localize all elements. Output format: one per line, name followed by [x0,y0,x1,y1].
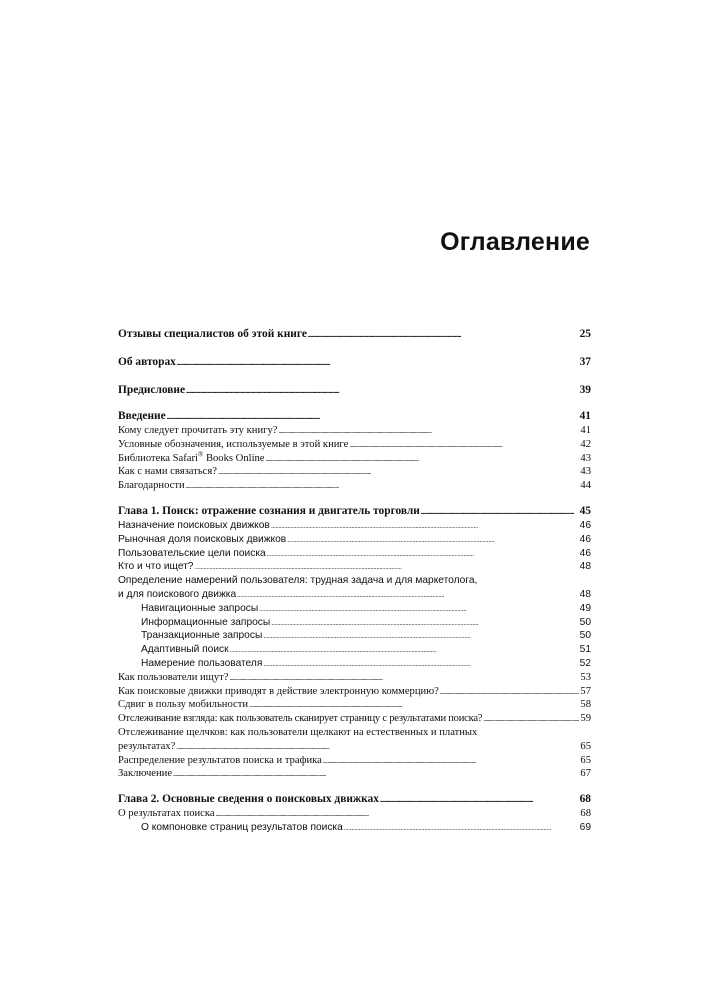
leader-dots [278,424,579,439]
leader-dots [216,807,580,822]
toc-entry-text: Адаптивный поиск [141,644,229,656]
leader-dots [271,616,578,631]
leader-dots [287,533,578,548]
toc-page-number: 65 [580,740,591,752]
leader-dots [349,438,579,453]
toc-entry[interactable] [118,671,591,685]
leader-dots [230,643,579,658]
toc-page-number: 53 [580,671,591,683]
toc-entry-text: Глава 2. Основные сведения о поисковых движках [118,793,379,806]
toc-page-number: 69 [579,821,591,833]
toc-entry-text: Как поисковые движки приводят в действие электронную коммерцию? [118,685,439,697]
toc-page-number: 51 [579,644,591,656]
toc-page-number: 65 [580,754,591,766]
toc-entry[interactable] [118,685,591,699]
toc-entry-text: Благодарности [118,480,185,492]
toc-page-number: 68 [579,793,591,806]
toc-page-number: 45 [579,504,591,517]
leader-dots [271,519,579,534]
toc-entry[interactable] [118,438,591,452]
toc-page-number: 43 [580,452,591,464]
toc-page-number: 50 [579,616,591,628]
toc-entry-authors[interactable] [118,355,591,370]
toc-page-number: 50 [579,630,591,642]
toc-entry-text: Кому следует прочитать эту книгу? [118,425,278,436]
toc-entry-text: Как с нами связаться? [118,466,217,478]
toc-entry-text: Глава 1. Поиск: отражение сознания и двигатель торговли [118,504,420,517]
toc-entry-text: Условные обозначения, используемые в этой книге [118,438,349,450]
toc-entry-text: О компоновке страниц результатов поиска [141,821,343,833]
toc-entry-text: Как пользователи ищут? [118,671,229,683]
toc-entry-reviews[interactable] [118,327,591,342]
leader-dots [229,671,579,686]
toc-subentry[interactable] [118,657,591,671]
toc-page-number: 44 [580,480,591,492]
toc-entry-text: результатах? [118,740,176,752]
toc-page-number: 42 [580,438,591,450]
toc-page-number: 46 [579,533,591,545]
toc-subentry[interactable] [118,602,591,616]
toc-entry-text: Назначение поисковых движков [118,519,270,531]
toc-page-number: 48 [579,588,591,600]
leader-dots [323,754,580,769]
toc-entry-text: Заключение [118,768,173,780]
leader-dots [483,712,579,727]
toc-entry-intro[interactable] [118,409,591,424]
toc-subentry[interactable] [118,643,591,657]
toc-entry-text: Введение [118,410,166,422]
leader-dots [249,698,579,713]
toc-entry-text: Отслеживание взгляда: как пользователь сканирует страницу с результатами поиска? [118,713,483,725]
toc-entry-text: Транзакционные запросы [141,630,263,642]
toc-entry-chapter1[interactable] [118,504,591,519]
toc-entry-text: Распределение результатов поиска и трафика [118,754,322,766]
toc-entry[interactable] [118,424,591,438]
leader-dots [186,479,580,494]
toc-entry-text: Сдвиг в пользу мобильности [118,699,249,711]
toc-page-number: 52 [579,657,591,669]
toc-page-number: 48 [579,561,591,573]
toc-entry[interactable] [118,767,591,781]
toc-subentry[interactable] [118,616,591,630]
toc-entry-text: О результатах поиска [118,808,215,820]
toc-entry-text: Предисловие [118,384,186,396]
toc-page-number: 59 [580,713,591,725]
toc-entry[interactable] [118,740,591,754]
toc-entry[interactable] [118,533,591,547]
toc-entry[interactable] [118,807,591,821]
table-of-contents [118,327,591,835]
leader-dots [194,560,578,575]
toc-entry-text: Информационные запросы [141,616,271,628]
toc-entry[interactable] [118,754,591,768]
toc-page-number: 41 [579,410,591,422]
toc-subentry[interactable] [118,629,591,643]
toc-page-number: 67 [580,768,591,780]
toc-entry-text: Рыночная доля поисковых движков [118,533,287,545]
toc-page-number: 39 [579,384,591,396]
page-title: Оглавление [440,228,590,256]
toc-entry-text-line[interactable]: Отслеживание щелчков: как пользователи щелкают на естественных и платных [118,726,478,738]
toc-entry-text: и для поискового движка [118,588,237,600]
toc-page-number: 25 [579,328,591,340]
leader-dots [263,657,578,672]
leader-dots [177,355,579,371]
toc-page-number: 37 [579,356,591,368]
leader-dots [380,792,579,808]
leader-dots [176,740,579,755]
toc-entry-chapter2[interactable] [118,792,591,807]
leader-dots [267,547,579,562]
leader-dots [266,452,580,467]
toc-page-number: 46 [579,519,591,531]
toc-page-number: 46 [579,547,591,559]
leader-dots [237,588,579,603]
toc-entry-text-line[interactable]: Определение намерений пользователя: трудная задача и для маркетолога, [118,575,478,587]
toc-page-number: 57 [580,685,591,697]
toc-entry-text: Намерение пользователя [141,657,263,669]
leader-dots [218,465,579,480]
toc-entry[interactable] [118,712,591,726]
toc-entry-text: Кто и что ищет? [118,561,194,573]
leader-dots [173,767,579,782]
toc-entry-text: Пользовательские цели поиска [118,547,266,559]
toc-entry[interactable] [118,588,591,602]
toc-entry[interactable] [118,698,591,712]
toc-entry[interactable] [118,519,591,533]
toc-entry[interactable] [118,465,591,479]
toc-entry-text: Отзывы специалистов об этой книге [118,328,307,340]
toc-page-number: 41 [580,425,591,436]
toc-entry-text: Навигационные запросы [141,602,259,614]
toc-entry[interactable] [118,560,591,574]
toc-page-number: 49 [579,602,591,614]
leader-dots [344,821,579,836]
leader-dots [308,327,579,343]
toc-subentry[interactable] [118,821,591,835]
toc-entry-preface[interactable] [118,383,591,398]
leader-dots [259,602,579,617]
toc-entry-text: Об авторах [118,356,176,368]
toc-page-number: 43 [580,466,591,478]
toc-entry[interactable] [118,452,591,466]
leader-dots [440,685,580,700]
toc-entry-text: Библиотека Safari® Books Online [118,450,265,464]
leader-dots [263,629,578,644]
toc-entry[interactable] [118,479,591,493]
leader-dots [186,383,579,399]
toc-entry[interactable] [118,547,591,561]
toc-page-number: 58 [580,699,591,711]
leader-dots [167,409,579,425]
toc-page-number: 68 [580,808,591,820]
leader-dots [421,504,579,520]
